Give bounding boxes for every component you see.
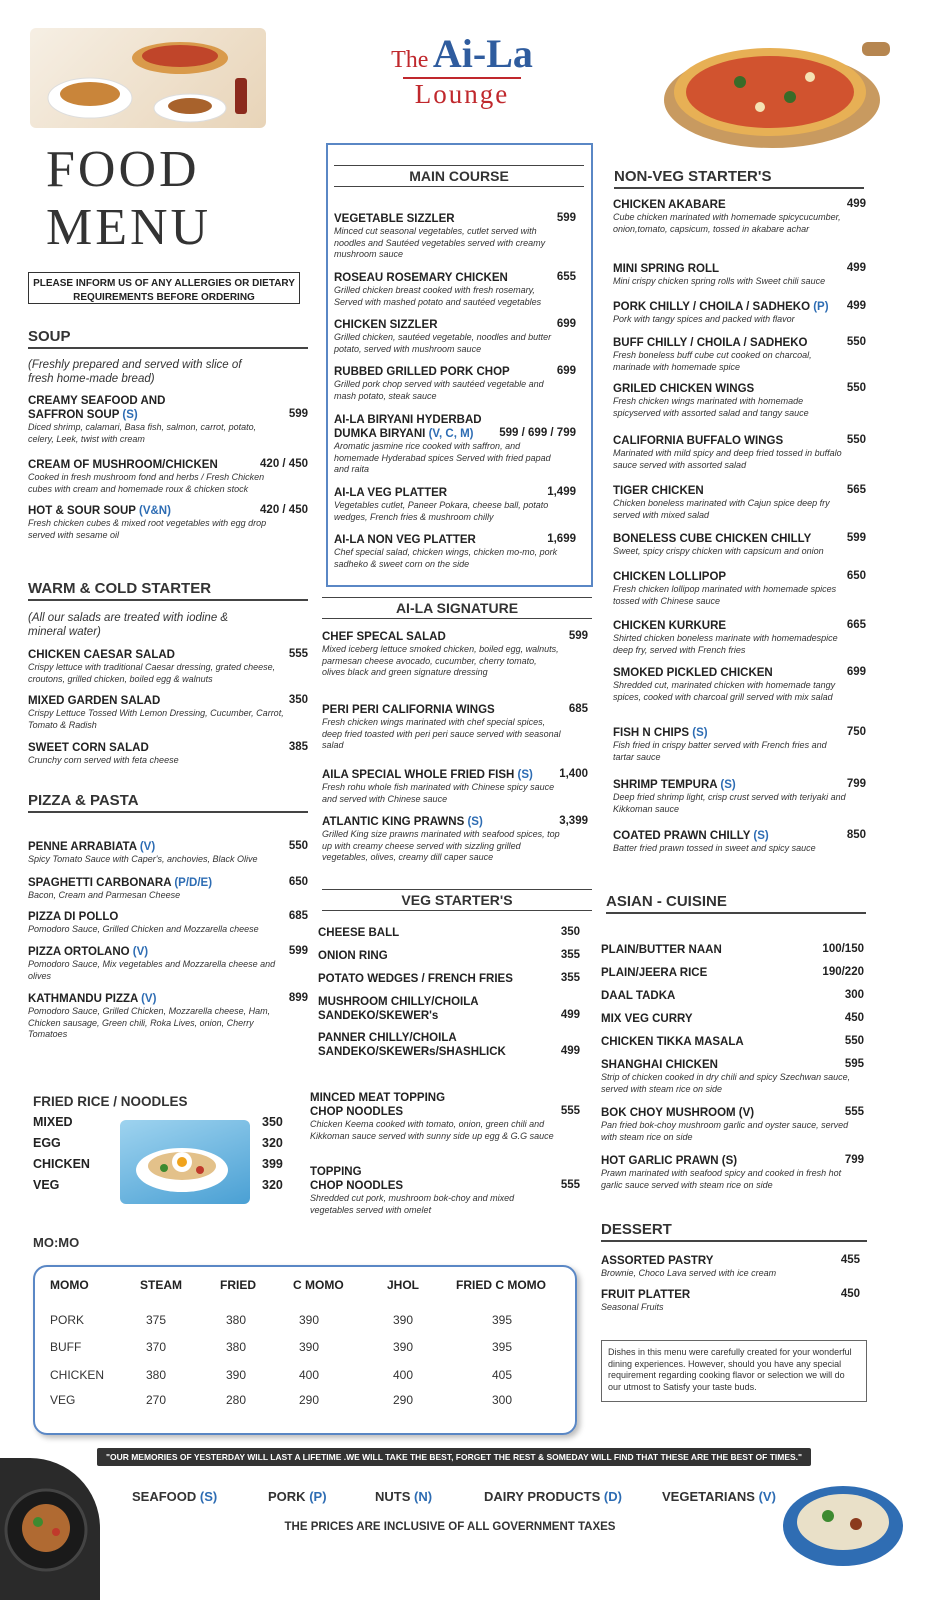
pizza-pasta-item-0-tag: (V) — [139, 841, 156, 853]
non-veg-item-10-name-text: SMOKED PICKLED CHICKEN — [613, 667, 773, 679]
fried-rice-photo — [120, 1120, 250, 1204]
signature-item-3-tag: (S) — [467, 816, 483, 828]
dessert-item-0-name-text: ASSORTED PASTRY — [601, 1255, 714, 1267]
main-course-item-0-name-text: VEGETABLE SIZZLER — [334, 213, 455, 225]
pizza-pasta-item-1-name-text: SPAGHETTI CARBONARA — [28, 877, 172, 889]
legend-name-3: DAIRY PRODUCTS — [484, 1489, 601, 1504]
noodles-item-1-price: 555 — [560, 1179, 580, 1191]
signature-item-3-price: 3,399 — [559, 815, 588, 827]
momo-cell-3-4: 290 — [393, 1393, 414, 1407]
pizza-pasta-item-4-desc: Pomodoro Sauce, Grilled Chicken, Mozzarella cheese, Ham, Chicken sausage, Green chili, Roka Lives, onion, Cherry Tomatoes — [28, 1006, 271, 1039]
main-course-item-3-desc: Grilled pork chop served with sautéed vegetable and mash potato, steak sauce — [334, 379, 544, 401]
main-course-item-5-name-text: AI-LA VEG PLATTER — [334, 487, 448, 499]
signature-item-2-tag: (S) — [517, 769, 533, 781]
quote-banner: "OUR MEMORIES OF YESTERDAY WILL LAST A LIFETIME .WE WILL TAKE THE BEST, FORGET THE REST & SOMEDAY WILL FIND THAT THESE ARE THE BEST OF TIMES." — [97, 1448, 811, 1466]
veg-starter-item-3-name-text: MUSHROOM CHILLY/CHOILA — [318, 996, 479, 1008]
asian-section-title: ASIAN - CUISINE — [606, 893, 727, 910]
noodles-item-1-name-text: TOPPING — [310, 1166, 362, 1178]
pizza-pasta-item-1-desc: Bacon, Cream and Parmesan Cheese — [28, 890, 181, 900]
dessert-item-1-name-text: FRUIT PLATTER — [601, 1289, 691, 1301]
pizza-pasta-item-3-name-text: PIZZA ORTOLANO — [28, 946, 130, 958]
momo-cell-0-3: 390 — [299, 1313, 320, 1327]
asian-item-3-price: 450 — [844, 1012, 864, 1024]
momo-section-title: MO:MO — [33, 1235, 80, 1250]
non-veg-item-10-price: 699 — [846, 666, 866, 678]
asian-section-title-underline — [606, 912, 866, 914]
warm-cold-item-0-price: 555 — [288, 648, 308, 660]
non-veg-item-3-name-text: BUFF CHILLY / CHOILA / SADHEKO — [613, 337, 808, 349]
legend-name-2: NUTS — [375, 1489, 411, 1504]
pizza-pasta-item-1-price: 650 — [288, 876, 308, 888]
soup-item-seafood-name-text: CREAMY SEAFOOD AND — [28, 395, 166, 407]
bottom-left-photo — [0, 1458, 100, 1600]
pizza-pasta-item-2-desc: Pomodoro Sauce, Grilled Chicken and Mozzarella cheese — [28, 924, 259, 934]
warm-cold-item-0-desc: Crispy lettuce with traditional Caesar dressing, grated cheese, croutons, grilled chicken, boiled egg & walnuts — [28, 662, 276, 684]
noodles-item-0-name-text: MINCED MEAT TOPPING — [310, 1092, 446, 1104]
momo-header-2: FRIED — [220, 1278, 256, 1292]
non-veg-item-1-name-text: MINI SPRING ROLL — [613, 263, 720, 275]
soup-section-title: SOUP — [28, 328, 71, 345]
signature-item-3-name-text: ATLANTIC KING PRAWNS — [322, 816, 465, 828]
momo-cell-3-3: 290 — [299, 1393, 320, 1407]
non-veg-item-7-desc: Sweet, spicy crispy chicken with capsicum and onion — [613, 546, 824, 556]
non-veg-item-2-tag: (P) — [813, 301, 829, 313]
warm-cold-note: (All our salads are treated with iodine & mineral water) — [28, 612, 229, 638]
soup-note: (Freshly prepared and served with slice of fresh home-made bread) — [28, 359, 242, 385]
main-course-item-4-desc: Aromatic jasmine rice cooked with saffron, and homemade Hyderabad spices Served with fried papad and raita — [334, 441, 551, 474]
dish-plate-image — [0, 1458, 100, 1600]
pizza-pasta-item-2-price: 685 — [288, 910, 308, 922]
signature-item-1-name-text: PERI PERI CALIFORNIA WINGS — [322, 704, 495, 716]
pizza-pasta-item-1-tag: (P/D/E) — [174, 877, 213, 889]
non-veg-item-7-price: 599 — [846, 532, 866, 544]
noodle-bowl-image — [120, 1120, 250, 1204]
non-veg-item-11-desc: Fish fried in crispy batter served with French fries and tartar sauce — [613, 740, 827, 762]
non-veg-item-11-tag: (S) — [692, 727, 708, 739]
noodles-item-1-name-line2: CHOP NOODLES — [310, 1180, 404, 1192]
main-course-item-2-name-text: CHICKEN SIZZLER — [334, 319, 438, 331]
signature-item-2-desc: Fresh rohu whole fish marinated with Chinese spicy sauce and served with Chinese sauce — [322, 782, 555, 804]
momo-header-5: FRIED C MOMO — [456, 1278, 546, 1292]
signature-item-1-price: 685 — [568, 703, 588, 715]
momo-cell-3-2: 280 — [226, 1393, 247, 1407]
momo-cell-0-0: PORK — [50, 1313, 85, 1327]
fried-rice-item-2: CHICKEN — [33, 1157, 90, 1171]
non-veg-item-12-desc: Deep fried shrimp light, crisp crust served with teriyaki and Kikkoman sauce — [613, 792, 846, 814]
veg-starter-item-1-name-text: ONION RING — [318, 950, 388, 962]
dessert-item-0-price: 455 — [840, 1254, 860, 1266]
momo-header-0: MOMO — [50, 1278, 89, 1292]
asian-item-4-price: 550 — [844, 1035, 864, 1047]
veg-starter-item-0-price: 350 — [560, 926, 580, 938]
menu-title-food: FOOD — [46, 141, 200, 198]
food-platter-image — [30, 28, 266, 128]
legend-item-1 — [268, 1489, 327, 1504]
non-veg-item-7-name-text: BONELESS CUBE CHICKEN CHILLY — [613, 533, 812, 545]
main-course-item-4 — [334, 413, 564, 476]
noodles-item-0-desc: Chicken Keema cooked with tomato, onion, green chili and Kikkoman sauce served with sunny side up egg & G.G sauce — [310, 1119, 554, 1141]
veg-starter-item-1-price: 355 — [560, 949, 580, 961]
momo-cell-2-5: 405 — [492, 1368, 513, 1382]
signature-item-2-price: 1,400 — [559, 768, 588, 780]
asian-item-5-desc: Strip of chicken cooked in dry chili and spicy Szechwan sauce, served with steam rice on side — [601, 1072, 851, 1094]
pizza-photo-top-right — [650, 22, 900, 152]
non-veg-item-4-price: 550 — [846, 382, 866, 394]
non-veg-item-3-price: 550 — [846, 336, 866, 348]
non-veg-item-6-price: 565 — [846, 484, 866, 496]
noodle-bowl-blue-image — [778, 1476, 908, 1576]
soup-item-mushroom-desc: Cooked in fresh mushroom fond and herbs / Fresh Chicken cubes with cream and homemade roux & chicken stock — [28, 472, 265, 494]
main-course-item-0-price: 599 — [556, 212, 576, 224]
pizza-pasta-section-title-underline — [28, 811, 308, 813]
main-course-item-4-tag: (V, C, M) — [428, 428, 474, 440]
momo-cell-3-1: 270 — [146, 1393, 167, 1407]
momo-cell-0-4: 390 — [393, 1313, 414, 1327]
non-veg-section-title-underline — [614, 187, 864, 189]
signature-item-0-desc: Mixed iceberg lettuce smoked chicken, boiled egg, walnuts, parmesan cheese avocado, cucumber, cherry tomato, olives black and green signature dressing — [322, 644, 559, 677]
pizza-pasta-item-3-price: 599 — [288, 945, 308, 957]
bottom-right-photo — [778, 1476, 908, 1576]
non-veg-section-title: NON-VEG STARTER'S — [614, 168, 772, 185]
non-veg-item-9-desc: Shirted chicken boneless marinate with homemadespice deep fry, served with French fries — [613, 633, 838, 655]
warm-cold-item-2-desc: Crunchy corn served with feta cheese — [28, 755, 179, 765]
main-course-item-6-price: 1,699 — [547, 533, 576, 545]
non-veg-item-2-price: 499 — [846, 300, 866, 312]
main-course-item-1-price: 655 — [556, 271, 576, 283]
legend-tag-2: (N) — [414, 1489, 433, 1504]
legend-tag-1: (P) — [309, 1489, 327, 1504]
fried-rice-price-3: 320 — [262, 1178, 283, 1192]
momo-cell-3-0: VEG — [50, 1393, 76, 1407]
noodles-item-0-name-line2: CHOP NOODLES — [310, 1106, 404, 1118]
veg-starter-item-4-name-text: PANNER CHILLY/CHOILA — [318, 1032, 457, 1044]
signature-item-0-price: 599 — [568, 630, 588, 642]
soup-item-hot-sour-price: 420 / 450 — [260, 504, 308, 516]
fried-rice-item-1: EGG — [33, 1136, 61, 1150]
non-veg-item-5-name-text: CALIFORNIA BUFFALO WINGS — [613, 435, 784, 447]
momo-cell-2-0: CHICKEN — [50, 1368, 105, 1382]
warm-cold-section-title: WARM & COLD STARTER — [28, 580, 212, 597]
warm-cold-section-title-underline — [28, 599, 308, 601]
non-veg-item-4-name-text: GRILED CHICKEN WINGS — [613, 383, 755, 395]
brand-name: Ai-La — [432, 31, 533, 76]
non-veg-item-9-price: 665 — [846, 619, 866, 631]
main-course-section-title: MAIN COURSE — [334, 165, 584, 187]
veg-starter-item-2-name-text: POTATO WEDGES / FRENCH FRIES — [318, 973, 513, 985]
brand-lounge: Lounge — [414, 79, 510, 109]
asian-item-4-name-text: CHICKEN TIKKA MASALA — [601, 1036, 744, 1048]
non-veg-item-11-price: 750 — [846, 726, 866, 738]
main-course-item-3-price: 699 — [556, 365, 576, 377]
soup-item-mushroom-price: 420 / 450 — [260, 458, 308, 470]
dessert-section-title: DESSERT — [601, 1221, 672, 1238]
main-course-item-1-name-text: ROSEAU ROSEMARY CHICKEN — [334, 272, 508, 284]
momo-cell-0-2: 380 — [226, 1313, 247, 1327]
non-veg-item-5-desc: Marinated with mild spicy and deep fried tossed in buffalo sauce served with assorted salad — [613, 448, 842, 470]
fried-rice-price-0: 350 — [262, 1115, 283, 1129]
momo-header-3: C MOMO — [293, 1278, 344, 1292]
fried-rice-price-2: 399 — [262, 1157, 283, 1171]
main-course-item-5-desc: Vegetables cutlet, Paneer Pokara, cheese ball, potato wedges, French fries & mushroom chilly — [334, 500, 549, 522]
asian-item-2-name-text: DAAL TADKA — [601, 990, 676, 1002]
warm-cold-item-0-name-text: CHICKEN CAESAR SALAD — [28, 649, 175, 661]
momo-cell-1-5: 395 — [492, 1340, 513, 1354]
legend-item-2 — [375, 1489, 432, 1504]
asian-item-0-price: 100/150 — [822, 943, 864, 955]
signature-item-2-name-text: AILA SPECIAL WHOLE FRIED FISH — [322, 769, 515, 781]
main-course-item-6-desc: Chef special salad, chicken wings, chicken mo-mo, pork sadheko & sweet corn on the side — [334, 547, 558, 569]
veg-starter-item-0-name-text: CHEESE BALL — [318, 927, 400, 939]
non-veg-item-6-name-text: TIGER CHICKEN — [613, 485, 704, 497]
momo-cell-2-3: 400 — [299, 1368, 320, 1382]
soup-item-hot-sour-name-text: HOT & SOUR SOUP — [28, 505, 136, 517]
momo-cell-1-4: 390 — [393, 1340, 414, 1354]
fried-rice-price-1: 320 — [262, 1136, 283, 1150]
dessert-item-0-desc: Brownie, Choco Lava served with ice cream — [601, 1268, 777, 1278]
non-veg-item-9-name-text: CHICKEN KURKURE — [613, 620, 727, 632]
non-veg-item-2-desc: Pork with tangy spices and packed with flavor — [613, 314, 795, 324]
asian-item-6-price: 555 — [844, 1106, 864, 1118]
momo-cell-0-1: 375 — [146, 1313, 167, 1327]
non-veg-item-1-price: 499 — [846, 262, 866, 274]
warm-cold-item-1-name-text: MIXED GARDEN SALAD — [28, 695, 161, 707]
main-course-item-4-name-line2: DUMKA BIRYANI — [334, 428, 426, 440]
non-veg-item-4-desc: Fresh chicken wings marinated with homemade spicyserved with assorted salad and tangy sauce — [613, 396, 809, 418]
warm-cold-item-1-price: 350 — [288, 694, 308, 706]
asian-item-6-desc: Pan fried bok-choy mushroom garlic and oyster sauce, served with steam rice on side — [601, 1120, 849, 1142]
legend-name-0: SEAFOOD — [132, 1489, 197, 1504]
non-veg-item-12-tag: (S) — [720, 779, 736, 791]
asian-item-1-price: 190/220 — [822, 966, 864, 978]
pizza-pasta-item-0-desc: Spicy Tomato Sauce with Caper's, anchovies, Black Olive — [28, 854, 258, 864]
soup-item-hot-sour-desc: Fresh chicken cubes & mixed root vegetables with egg drop served with sesame oil — [28, 518, 267, 540]
asian-item-7-price: 799 — [844, 1154, 864, 1166]
asian-item-0-name-text: PLAIN/BUTTER NAAN — [601, 944, 722, 956]
brand-logo — [362, 30, 562, 110]
non-veg-item-8-name-text: CHICKEN LOLLIPOP — [613, 571, 727, 583]
asian-item-2-price: 300 — [844, 989, 864, 1001]
main-course-item-2-desc: Grilled chicken, sautéed vegetable, noodles and butter potato, served with mushroom sauce — [334, 332, 552, 354]
non-veg-item-13-tag: (S) — [753, 830, 769, 842]
warm-cold-item-2-price: 385 — [288, 741, 308, 753]
tax-footer: THE PRICES ARE INCLUSIVE OF ALL GOVERNMENT TAXES — [284, 1521, 616, 1533]
brand-the: The — [391, 47, 429, 73]
non-veg-item-8-desc: Fresh chicken lollipop marinated with homemade spices tossed with Chinese sauce — [613, 584, 837, 606]
warm-cold-item-2-name-text: SWEET CORN SALAD — [28, 742, 149, 754]
main-course-item-2-price: 699 — [556, 318, 576, 330]
veg-starter-item-3-name-line2: SANDEKO/SKEWER's — [318, 1010, 439, 1022]
legend-name-1: PORK — [268, 1489, 306, 1504]
pizza-pasta-item-4-tag: (V) — [141, 993, 157, 1005]
non-veg-item-5-price: 550 — [846, 434, 866, 446]
momo-cell-1-1: 370 — [146, 1340, 167, 1354]
momo-cell-1-2: 380 — [226, 1340, 247, 1354]
legend-item-0 — [132, 1489, 217, 1504]
dessert-section-title-underline — [601, 1240, 867, 1242]
fried-rice-section-title: FRIED RICE / NOODLES — [33, 1094, 188, 1109]
veg-starter-item-2-price: 355 — [560, 972, 580, 984]
legend-tag-0: (S) — [199, 1489, 218, 1504]
legend-name-4: VEGETARIANS — [662, 1489, 755, 1504]
legend-item-3 — [484, 1489, 622, 1504]
momo-header-4: JHOL — [387, 1278, 420, 1292]
asian-item-1-name-text: PLAIN/JEERA RICE — [601, 967, 708, 979]
non-veg-item-0-desc: Cube chicken marinated with homemade spicycucumber, onion,tomato, capsicum, tossed in akabare achar — [613, 212, 841, 234]
main-course-item-4-name-text: AI-LA BIRYANI HYDERBAD — [334, 414, 482, 426]
main-course-item-1-desc: Grilled chicken breast cooked with fresh rosemary, Served with mashed potato and sautéed vegetables — [334, 285, 542, 307]
closing-note: Dishes in this menu were carefully created for your wonderful dining experiences. However, should you have any special requirement regarding cooking flavor or selection we will do our utmost to Satisfy your taste buds. — [601, 1340, 867, 1402]
non-veg-item-13-price: 850 — [846, 829, 866, 841]
asian-item-5-name-text: SHANGHAI CHICKEN — [601, 1059, 718, 1071]
noodles-item-0-price: 555 — [560, 1105, 580, 1117]
asian-item-7-desc: Prawn marinated with seafood spicy and cooked in fresh hot garlic sauce served with steam rice on side — [601, 1168, 842, 1190]
dessert-item-1-desc: Seasonal Fruits — [601, 1302, 664, 1312]
asian-item-5-price: 595 — [844, 1058, 864, 1070]
soup-item-mushroom-name-text: CREAM OF MUSHROOM/CHICKEN — [28, 459, 218, 471]
momo-cell-2-4: 400 — [393, 1368, 414, 1382]
non-veg-item-2-name-text: PORK CHILLY / CHOILA / SADHEKO — [613, 301, 811, 313]
non-veg-item-8-price: 650 — [846, 570, 866, 582]
signature-section-title: AI-LA SIGNATURE — [322, 597, 592, 619]
non-veg-item-11-name-text: FISH N CHIPS — [613, 727, 690, 739]
legend-tag-3: (D) — [603, 1489, 622, 1504]
soup-item-seafood-price: 599 — [288, 408, 308, 420]
non-veg-item-12-price: 799 — [846, 778, 866, 790]
signature-item-3-desc: Grilled King size prawns marinated with seafood spices, top up with creamy cheese served with sizzling grilled vegetables, olives, creamy dill caper sauce — [322, 829, 560, 862]
soup-item-seafood-desc: Diced shrimp, calamari, Basa fish, salmon, carrot, potato, celery, Leek, twist with cream — [28, 422, 257, 444]
warm-cold-item-1-desc: Crispy Lettuce Tossed With Lemon Dressing, Cucumber, Carrot, Tomato & Radish — [28, 708, 284, 730]
signature-item-0-name-text: CHEF SPECAL SALAD — [322, 631, 446, 643]
signature-item-1-desc: Fresh chicken wings marinated with chef special spices, deep fried toasted with peri peri sauce served with seasonal salad — [322, 717, 561, 750]
pizza-pasta-item-0-price: 550 — [288, 840, 308, 852]
non-veg-item-13-desc: Batter fried prawn tossed in sweet and spicy sauce — [613, 843, 816, 853]
fried-rice-item-0: MIXED — [33, 1115, 73, 1129]
veg-starters-section-title: VEG STARTER'S — [322, 889, 592, 911]
main-course-item-0-desc: Minced cut seasonal vegetables, cutlet served with noodles and Sautéed vegetables served with creamy mushroom sauce — [334, 226, 546, 259]
momo-cell-1-3: 390 — [299, 1340, 320, 1354]
pizza-pasta-item-4-name-text: KATHMANDU PIZZA — [28, 993, 138, 1005]
momo-cell-2-1: 380 — [146, 1368, 167, 1382]
non-veg-item-13-name-text: COATED PRAWN CHILLY — [613, 830, 751, 842]
main-course-item-5-price: 1,499 — [547, 486, 576, 498]
pizza-pasta-item-4-price: 899 — [288, 992, 308, 1004]
asian-item-6-name-text: BOK CHOY MUSHROOM (V) — [601, 1107, 755, 1119]
non-veg-item-6-desc: Chicken boneless marinated with Cajun spice deep fry served with mixed salad — [613, 498, 830, 520]
veg-starter-item-3-price: 499 — [560, 1009, 580, 1021]
pizza-pasta-section-title: PIZZA & PASTA — [28, 792, 139, 809]
momo-cell-3-5: 300 — [492, 1393, 513, 1407]
non-veg-item-3-desc: Fresh boneless buff cube cut cooked on charcoal, marinade with homemade spice — [613, 350, 812, 372]
allergy-notice: PLEASE INFORM US OF ANY ALLERGIES OR DIETARY REQUIREMENTS BEFORE ORDERING — [28, 272, 300, 304]
non-veg-item-0-price: 499 — [846, 198, 866, 210]
soup-section-title-underline — [28, 347, 308, 349]
momo-cell-0-5: 395 — [492, 1313, 513, 1327]
main-course-item-6-name-text: AI-LA NON VEG PLATTER — [334, 534, 476, 546]
pizza-pasta-item-3-desc: Pomodoro Sauce, Mix vegetables and Mozzarella cheese and olives — [28, 959, 276, 981]
soup-item-seafood-name-line2: SAFFRON SOUP — [28, 409, 120, 421]
food-photo-top-left — [30, 28, 266, 128]
momo-cell-1-0: BUFF — [50, 1340, 82, 1354]
non-veg-item-10-desc: Shredded cut, marinated chicken with homemade tangy spices, cooked with charcoal grill served with mix salad — [613, 680, 836, 702]
menu-title-menu: MENU — [46, 199, 212, 256]
asian-item-3-name-text: MIX VEG CURRY — [601, 1013, 693, 1025]
non-veg-item-12-name-text: SHRIMP TEMPURA — [613, 779, 718, 791]
pizza-pasta-item-2-name-text: PIZZA DI POLLO — [28, 911, 119, 923]
main-course-item-3-name-text: RUBBED GRILLED PORK CHOP — [334, 366, 510, 378]
legend-item-4 — [662, 1489, 776, 1504]
legend-tag-4: (V) — [758, 1489, 776, 1504]
asian-item-7-name-text: HOT GARLIC PRAWN (S) — [601, 1155, 738, 1167]
pizza-pasta-item-3-tag: (V) — [132, 946, 149, 958]
momo-cell-2-2: 390 — [226, 1368, 247, 1382]
veg-starter-item-4-price: 499 — [560, 1045, 580, 1057]
soup-item-seafood-tag: (S) — [122, 409, 138, 421]
soup-item-hot-sour-tag: (V&N) — [138, 505, 171, 517]
pizza-pasta-item-0-name-text: PENNE ARRABIATA — [28, 841, 137, 853]
main-course-item-4-price: 599 / 699 / 799 — [499, 427, 576, 439]
fried-rice-item-3: VEG — [33, 1178, 60, 1192]
momo-header-1: STEAM — [140, 1278, 182, 1292]
veg-starter-item-4-name-line2: SANDEKO/SKEWERs/SHASHLICK — [318, 1046, 506, 1058]
noodles-item-1-desc: Shredded cut pork, mushroom bok-choy and mixed vegetables served with omelet — [310, 1193, 515, 1215]
dessert-item-1-price: 450 — [840, 1288, 860, 1300]
non-veg-item-0-name-text: CHICKEN AKABARE — [613, 199, 726, 211]
non-veg-item-1-desc: Mini crispy chicken spring rolls with Sweet chili sauce — [613, 276, 826, 286]
pizza-image — [650, 22, 900, 152]
